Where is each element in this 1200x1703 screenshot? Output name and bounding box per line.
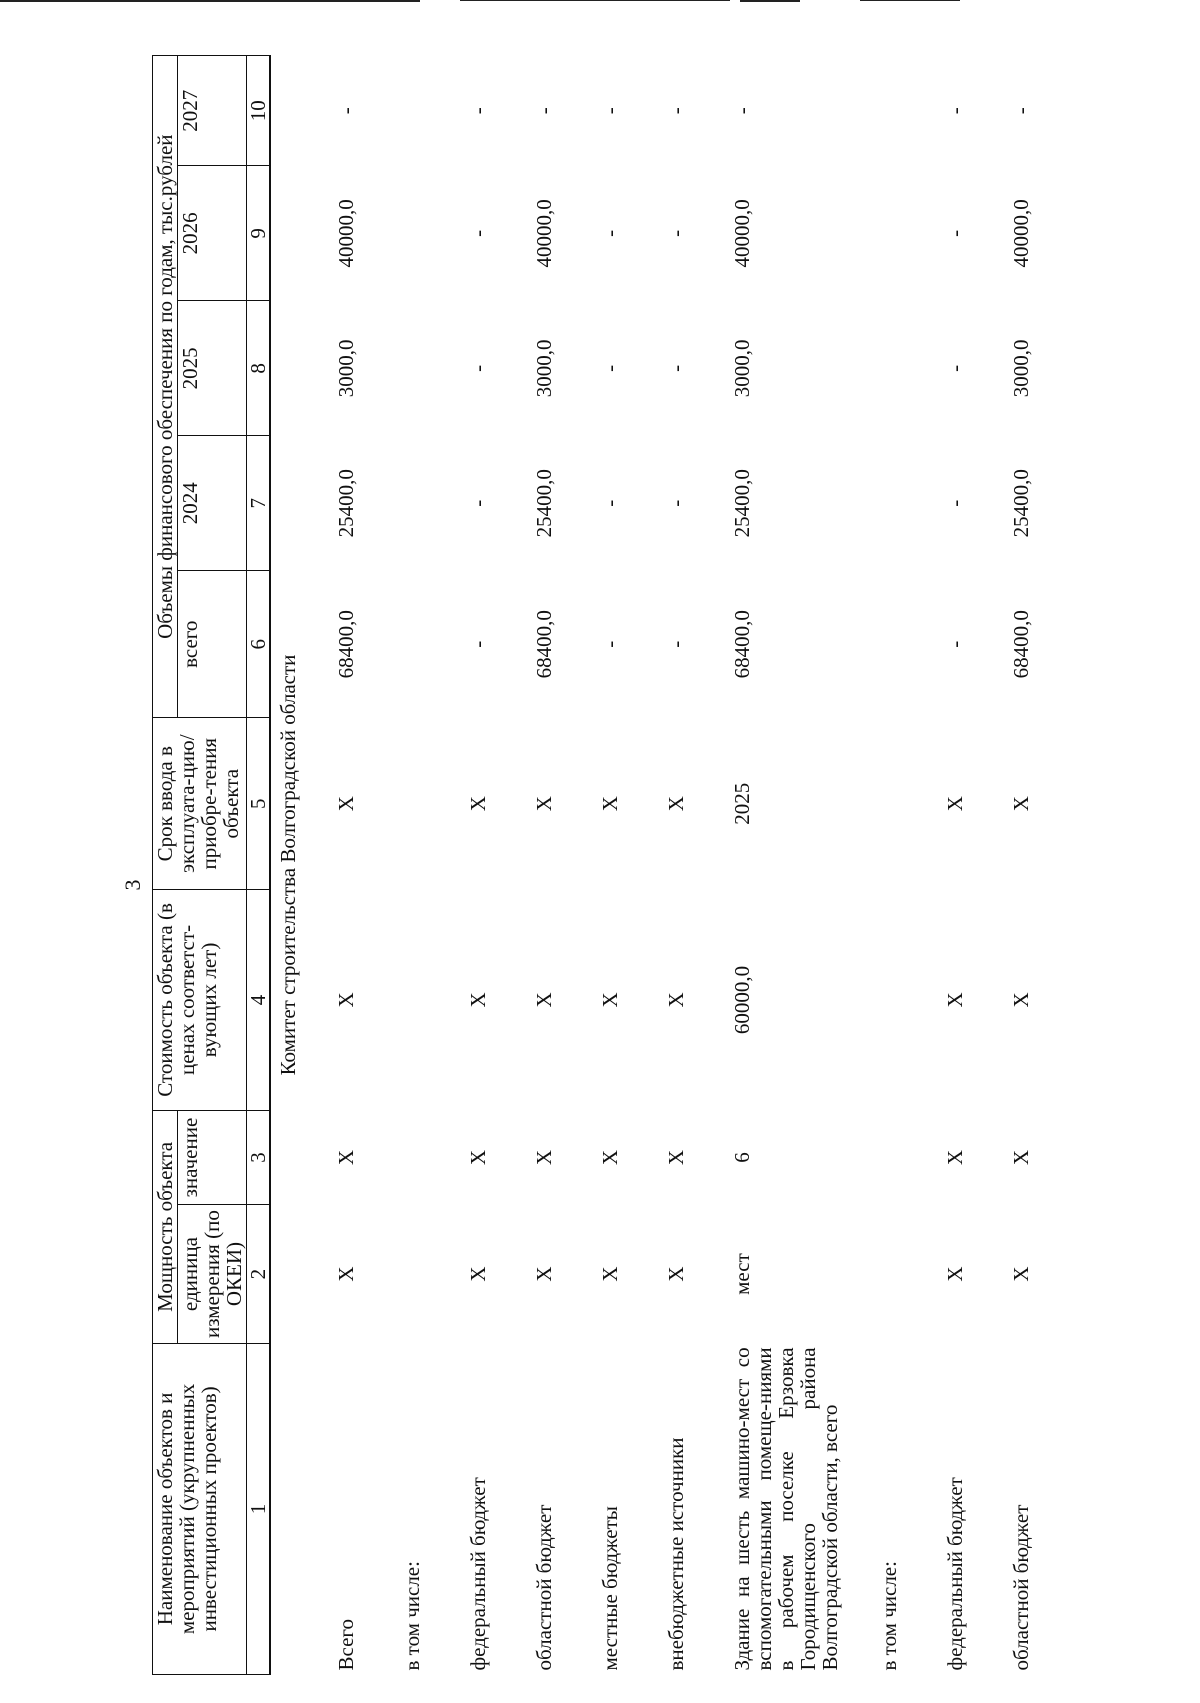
section-title: Комитет строительства Волгоградской области: [276, 654, 301, 1076]
column-number: 1: [247, 1343, 271, 1674]
header-year-2025: 2025: [178, 301, 247, 436]
row-cell: X: [598, 1266, 623, 1282]
table-row: [519, 56, 585, 1675]
row-cell: 60000,0: [730, 965, 755, 1035]
row-cell: [387, 166, 453, 301]
row-cell: 68400,0: [334, 610, 359, 679]
row-cell: X: [942, 1266, 967, 1282]
row-cell: [864, 571, 930, 718]
column-number: 4: [247, 890, 271, 1111]
column-number-row: [247, 56, 271, 1675]
table-row: [651, 56, 717, 1675]
row-cell: -: [466, 640, 491, 648]
row-cell: 3000,0: [334, 339, 359, 398]
row-cell: -: [598, 107, 623, 115]
row-cell: 68400,0: [532, 610, 557, 679]
column-number: 8: [247, 301, 271, 436]
row-cell: 25400,0: [730, 469, 755, 538]
row-cell: -: [466, 364, 491, 372]
header-year-2027: 2027: [178, 56, 247, 166]
row-name: областной бюджет: [532, 1504, 557, 1671]
row-cell: -: [730, 107, 755, 115]
scan-edge-line: [0, 0, 420, 2]
row-cell: [387, 718, 453, 890]
row-cell: X: [532, 992, 557, 1008]
section-title-row: [270, 56, 321, 1675]
row-cell: -: [664, 364, 689, 372]
row-name: областной бюджет: [1008, 1504, 1033, 1671]
table-row: [321, 56, 387, 1675]
row-cell: X: [598, 992, 623, 1008]
row-cell: 25400,0: [334, 469, 359, 538]
row-cell: 3000,0: [532, 339, 557, 398]
row-cell: -: [664, 640, 689, 648]
column-number: 2: [247, 1205, 271, 1344]
row-cell: X: [334, 796, 359, 812]
row-cell: X: [532, 1266, 557, 1282]
row-cell: [864, 1205, 930, 1344]
row-cell: -: [466, 107, 491, 115]
table-row: [585, 56, 651, 1675]
row-cell: -: [334, 107, 359, 115]
row-cell: -: [466, 499, 491, 507]
row-cell: 40000,0: [730, 199, 755, 268]
row-cell: X: [664, 992, 689, 1008]
column-number: 3: [247, 1110, 271, 1204]
row-cell: X: [942, 796, 967, 812]
row-cell: X: [1008, 1149, 1033, 1166]
row-cell: -: [664, 107, 689, 115]
row-cell: [387, 56, 453, 166]
row-cell: X: [532, 796, 557, 812]
header-row-1: [153, 56, 178, 1675]
row-cell: 2025: [730, 782, 755, 825]
row-cell: -: [664, 229, 689, 237]
row-cell: 68400,0: [730, 610, 755, 679]
row-cell: X: [334, 1149, 359, 1166]
column-number: 9: [247, 166, 271, 301]
row-cell: -: [532, 107, 557, 115]
row-cell: [864, 436, 930, 571]
table-row: [717, 56, 863, 1675]
row-cell: 25400,0: [532, 469, 557, 538]
row-cell: [864, 890, 930, 1111]
row-cell: X: [334, 992, 359, 1008]
row-cell: X: [1008, 796, 1033, 812]
table-row: [996, 56, 1062, 1675]
row-name: федеральный бюджет: [466, 1477, 491, 1671]
row-cell: [864, 718, 930, 890]
row-cell: [387, 1110, 453, 1204]
row-cell: -: [1008, 107, 1033, 115]
row-cell: 25400,0: [1008, 469, 1033, 538]
table-row: [387, 56, 453, 1675]
column-number: 7: [247, 436, 271, 571]
row-cell: X: [598, 1149, 623, 1166]
row-name: в том числе:: [400, 1561, 425, 1671]
row-name: в том числе:: [876, 1561, 901, 1671]
header-finance-group: Объемы финансового обеспечения по годам, тыс.рублей: [153, 56, 178, 718]
row-cell: -: [942, 229, 967, 237]
header-year-2024: 2024: [178, 436, 247, 571]
table-body: [270, 56, 1061, 1675]
row-cell: X: [466, 1149, 491, 1166]
column-number: 5: [247, 718, 271, 890]
header-name: Наименование объектов и мероприятий (укрупненных инвестиционных проектов): [153, 1343, 247, 1674]
row-cell: -: [598, 364, 623, 372]
row-cell: -: [598, 229, 623, 237]
row-cell: X: [532, 1149, 557, 1166]
row-cell: [864, 166, 930, 301]
row-cell: X: [598, 796, 623, 812]
row-cell: [864, 56, 930, 166]
table-row: [453, 56, 519, 1675]
row-cell: -: [664, 499, 689, 507]
row-cell: [387, 301, 453, 436]
scan-edge-line: [740, 0, 800, 2]
row-cell: X: [466, 1266, 491, 1282]
row-cell: 3000,0: [730, 339, 755, 398]
row-cell: [864, 1110, 930, 1204]
row-cell: 6: [730, 1152, 755, 1163]
table-row: [864, 56, 930, 1675]
row-cell: -: [466, 229, 491, 237]
row-cell: 40000,0: [532, 199, 557, 268]
scan-edge-line: [460, 0, 730, 1]
row-cell: X: [942, 992, 967, 1008]
row-cell: [387, 1205, 453, 1344]
header-year-2026: 2026: [178, 166, 247, 301]
rotated-page-content: [120, 55, 1170, 1675]
investment-table: [152, 55, 1062, 1675]
row-cell: -: [942, 499, 967, 507]
header-cost: Стоимость объекта (в ценах соответст-вующих лет): [153, 890, 247, 1111]
row-name: Всего: [334, 1619, 359, 1671]
row-cell: мест: [730, 1253, 755, 1295]
row-name: внебюджетные источники: [664, 1437, 689, 1671]
header-capacity-unit: единица измерения (по ОКЕИ): [178, 1205, 247, 1344]
row-name: федеральный бюджет: [942, 1477, 967, 1671]
column-number: 10: [247, 56, 271, 166]
header-term: Срок ввода в эксплуата-цию/приобре-тения объекта: [153, 718, 247, 890]
row-cell: X: [466, 796, 491, 812]
row-cell: [387, 571, 453, 718]
row-cell: X: [942, 1149, 967, 1166]
row-cell: X: [1008, 1266, 1033, 1282]
page-number: 3: [120, 879, 145, 891]
row-cell: 68400,0: [1008, 610, 1033, 679]
row-cell: X: [664, 1266, 689, 1282]
column-number: 6: [247, 571, 271, 718]
row-cell: X: [1008, 992, 1033, 1008]
row-cell: -: [598, 499, 623, 507]
row-cell: X: [664, 1149, 689, 1166]
row-cell: [387, 436, 453, 571]
row-cell: -: [942, 107, 967, 115]
row-cell: [387, 890, 453, 1111]
table-row: [930, 56, 996, 1675]
row-cell: X: [466, 992, 491, 1008]
row-cell: X: [334, 1266, 359, 1282]
header-capacity-group: Мощность объекта: [153, 1110, 178, 1343]
header-total: всего: [178, 571, 247, 718]
row-cell: 3000,0: [1008, 339, 1033, 398]
row-name: местные бюджеты: [598, 1506, 623, 1671]
row-cell: -: [942, 640, 967, 648]
row-cell: 40000,0: [1008, 199, 1033, 268]
row-name: Здание на шесть машино-мест со вспомогательными помеще-ниями в рабочем поселке Ерзовка Городищенского района Волгоградской области, всего: [730, 1347, 843, 1671]
row-cell: [864, 301, 930, 436]
row-cell: -: [942, 364, 967, 372]
scan-edge-line: [860, 0, 960, 1]
header-capacity-value: значение: [178, 1110, 247, 1204]
row-cell: -: [598, 640, 623, 648]
row-cell: X: [664, 796, 689, 812]
row-cell: 40000,0: [334, 199, 359, 268]
